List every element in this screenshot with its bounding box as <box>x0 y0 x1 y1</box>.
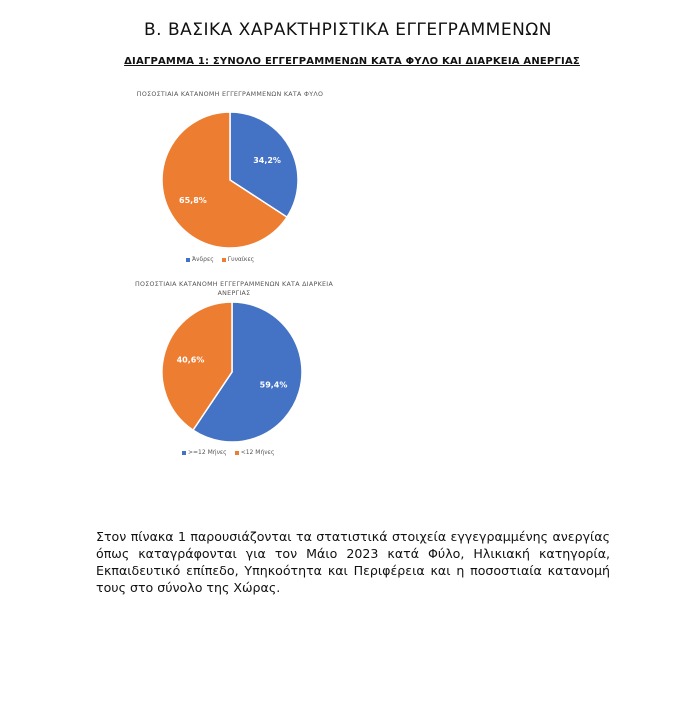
figure-title: ΔΙΑΓΡΑΜΜΑ 1: ΣΥΝΟΛΟ ΕΓΓΕΓΡΑΜΜΕΝΩΝ ΚΑΤΑ ΦΥΛΟ ΚΑΙ ΔΙΑΡΚΕΙΑ ΑΝΕΡΓΙΑΣ <box>124 56 580 67</box>
chart2-title-line1: ΠΟΣΟΣΤΙΑΙΑ ΚΑΤΑΝΟΜΗ ΕΓΓΕΓΡΑΜΜΕΝΩΝ ΚΑΤΑ ΔΙΑΡΚΕΙΑ <box>134 281 334 288</box>
chart2-legend <box>182 449 274 456</box>
chart2-legend-item-short <box>235 449 275 456</box>
chart2-legend-swatch-short <box>235 451 239 455</box>
chart2-pie <box>152 292 312 452</box>
paragraph-line: Εκπαιδευτικό επίπεδο, Υπηκοότητα και Περιφέρεια και η ποσοστιαία κατανομή <box>96 563 610 578</box>
chart2-legend-item-long <box>182 449 227 456</box>
pie-label-1-0: 59,4% <box>259 380 288 390</box>
body-paragraph <box>96 528 610 596</box>
chart1-legend-swatch-men <box>186 258 190 262</box>
chart1-legend <box>186 256 254 263</box>
pie-label-0-1: 65,8% <box>179 196 207 206</box>
chart2-legend-label-long: >=12 Μήνες <box>188 449 227 456</box>
pie-label-0-0: 34,2% <box>253 155 281 165</box>
chart1-legend-item-men <box>186 256 214 263</box>
chart1-title <box>100 90 360 99</box>
paragraph-line: όπως καταγράφονται για τον Μάιο 2023 κατά Φύλο, Ηλικιακή κατηγορία, <box>96 546 610 561</box>
paragraph-line: τους στο σύνολο της Χώρας. <box>96 580 281 595</box>
section-title: Β. ΒΑΣΙΚΑ ΧΑΡΑΚΤΗΡΙΣΤΙΚΑ ΕΓΓΕΓΡΑΜΜΕΝΩΝ <box>143 20 553 40</box>
chart1-pie <box>150 100 310 260</box>
chart1-title-text: ΠΟΣΟΣΤΙΑΙΑ ΚΑΤΑΝΟΜΗ ΕΓΓΕΓΡΑΜΜΕΝΩΝ ΚΑΤΑ ΦΥΛΟ <box>136 91 324 98</box>
chart1-legend-label-men: Άνδρες <box>192 256 214 263</box>
paragraph-line: Στον πίνακα 1 παρουσιάζονται τα στατιστικά στοιχεία εγγεγραμμένης ανεργίας <box>96 529 610 544</box>
chart1-legend-item-women <box>222 256 254 263</box>
chart2-title-line2: ΑΝΕΡΓΙΑΣ <box>217 290 251 297</box>
pie-label-1-1: 40,6% <box>176 355 205 365</box>
chart1-legend-label-women: Γυναίκες <box>227 256 255 263</box>
chart2-legend-label-short: <12 Μήνες <box>240 449 275 456</box>
chart2-legend-swatch-long <box>182 451 186 455</box>
chart1-legend-swatch-women <box>222 258 226 262</box>
